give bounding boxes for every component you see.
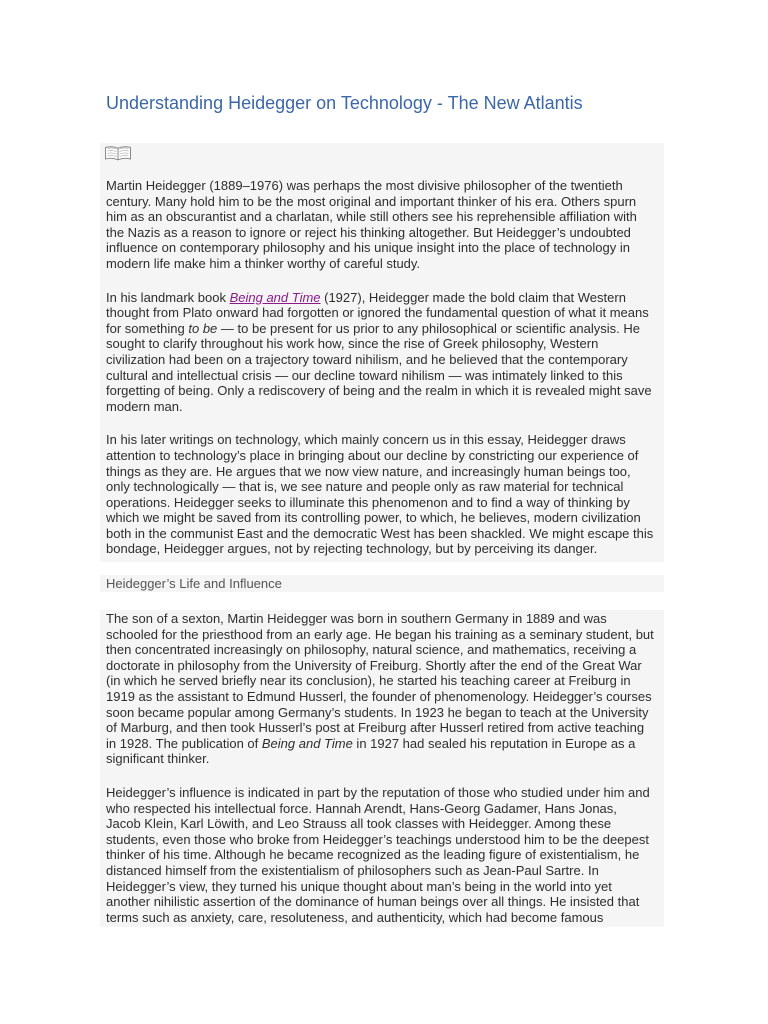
text-segment: In his landmark book [106,289,230,305]
text-line: soon became popular among Germany’s students. In 1923 he began to teach at the University [106,704,649,720]
text-line [106,736,654,752]
text-line: only technologically — that is, we see nature and people only as raw material for technical [106,479,624,495]
text-line [106,290,653,306]
text-segment: for something [106,320,189,336]
text-line: modern man. [106,398,183,414]
text-line: students, even those who broke from Heidegger’s teachings understood him to be the deepest [106,831,649,847]
text-line: distanced himself from the existentialism of philosophers such as Jean-Paul Sartre. In [106,862,599,878]
text-line: operations. Heidegger seeks to illuminate this phenomenon and to find a way of thinking by [106,494,630,510]
section-paragraphs [106,611,654,943]
emphasis-text: Being and Time [261,735,353,751]
text-line [106,321,653,337]
section-heading-strip [100,575,664,592]
text-line: The son of a sexton, Martin Heidegger was born in southern Germany in 1889 and was [106,611,607,626]
text-line: which we might be saved from its controlling power, to which, he believes, modern civilization [106,510,641,526]
book-icon-graphic [104,144,132,161]
paragraph [106,178,653,272]
text-line: attention to technology’s place in bringing about our decline by constricting our experience of [106,447,639,463]
text-line: Heidegger’s view, they turned his unique thought about man’s being in the world into yet [106,878,612,894]
text-line: Jacob Klein, Karl Löwith, and Leo Strauss all took classes with Heidegger. Among these [106,816,612,832]
text-line: doctorate in philosophy from the University of Freiburg. Shortly after the end of the Great War [106,657,642,673]
text-line: century. Many hold him to be the most original and important thinker of his era. Others spurn [106,193,637,209]
article-intro-block [100,143,664,562]
text-line: then concentrated increasingly on philosophy, natural science, and mathematics, receiving a [106,642,637,658]
paragraph [106,432,653,557]
section-heading: Heidegger’s Life and Influence [106,576,282,591]
page-title: Understanding Heidegger on Technology - The New Atlantis [106,93,583,113]
text-segment: in 1927 had sealed his reputation in Europe as a [352,735,636,751]
text-line: bondage, Heidegger argues, not by rejecting technology, but by perceiving its danger. [106,541,598,557]
text-line: In his later writings on technology, which mainly concern us in this essay, Heidegger draws [106,432,626,448]
text-line: schooled for the priesthood from an early age. He began his training as a seminary student, but [106,626,654,642]
paragraph [106,611,654,767]
text-line: Martin Heidegger (1889–1976) was perhaps the most divisive philosopher of the twentieth [106,178,623,193]
text-line: (in which he served briefly near its conclusion), he started his teaching career at Freiburg in [106,673,631,689]
text-line: 1919 as the assistant to Edmund Husserl, the founder of phenomenology. Heidegger’s courses [106,688,652,704]
emphasis-text: to be [188,320,218,336]
text-line: of Marburg, and then took Husserl’s post at Freiburg after Husserl retired from active teaching [106,720,645,736]
text-line: influence on contemporary philosophy and his unique insight into the place of technology in [106,240,630,256]
text-line: him as an obscurantist and a charlatan, while still others see his reprehensible affiliation with [106,209,637,225]
paragraph [106,290,653,415]
text-line: thought from Plato onward had forgotten or ignored the fundamental question of what it means [106,305,649,321]
text-line: thinker of his time. Although he became recognized as the leading figure of existentialism, he [106,847,640,863]
text-segment: — to be present for us prior to any philosophical or scientific analysis. He [217,320,640,336]
text-line: another nihilistic assertion of the dominance of human beings over all things. He insisted that [106,894,640,910]
text-line: cultural and intellectual crisis — our decline toward nihilism — was intimately linked to this [106,367,623,383]
text-line: Heidegger’s influence is indicated in part by the reputation of those who studied under him and [106,784,650,800]
text-segment: (1927), Heidegger made the bold claim that Western [320,289,626,305]
text-line: significant thinker. [106,751,210,767]
intro-paragraphs [106,178,653,575]
text-line: sought to clarify throughout his work how, since the rise of Greek philosophy, Western [106,336,599,352]
text-line: civilization had been on a trajectory toward nihilism, and he believed that the contemporary [106,351,628,367]
being-and-time-link[interactable]: Being and Time [229,289,321,305]
text-line: both in the communist East and the democratic West has been shackled. We might escape this [106,525,654,541]
text-line: modern life make him a thinker worthy of careful study. [106,255,421,271]
book-icon [104,144,132,161]
text-line: forgetting of being. Only a rediscovery of being and the realm in which it is revealed might save [106,383,652,399]
text-segment: in 1928. The publication of [106,735,262,751]
article-section-block [100,610,664,927]
text-line: terms such as anxiety, care, resoluteness, and authenticity, which had become famous [106,909,604,925]
paragraph [106,785,654,925]
text-line: who respected his intellectual force. Hannah Arendt, Hans-Georg Gadamer, Hans Jonas, [106,800,617,816]
text-line: the Nazis as a reason to ignore or reject his thinking altogether. But Heidegger’s undoubted [106,224,631,240]
text-line: things as they are. He argues that we now view nature, and increasingly human beings too, [106,463,631,479]
